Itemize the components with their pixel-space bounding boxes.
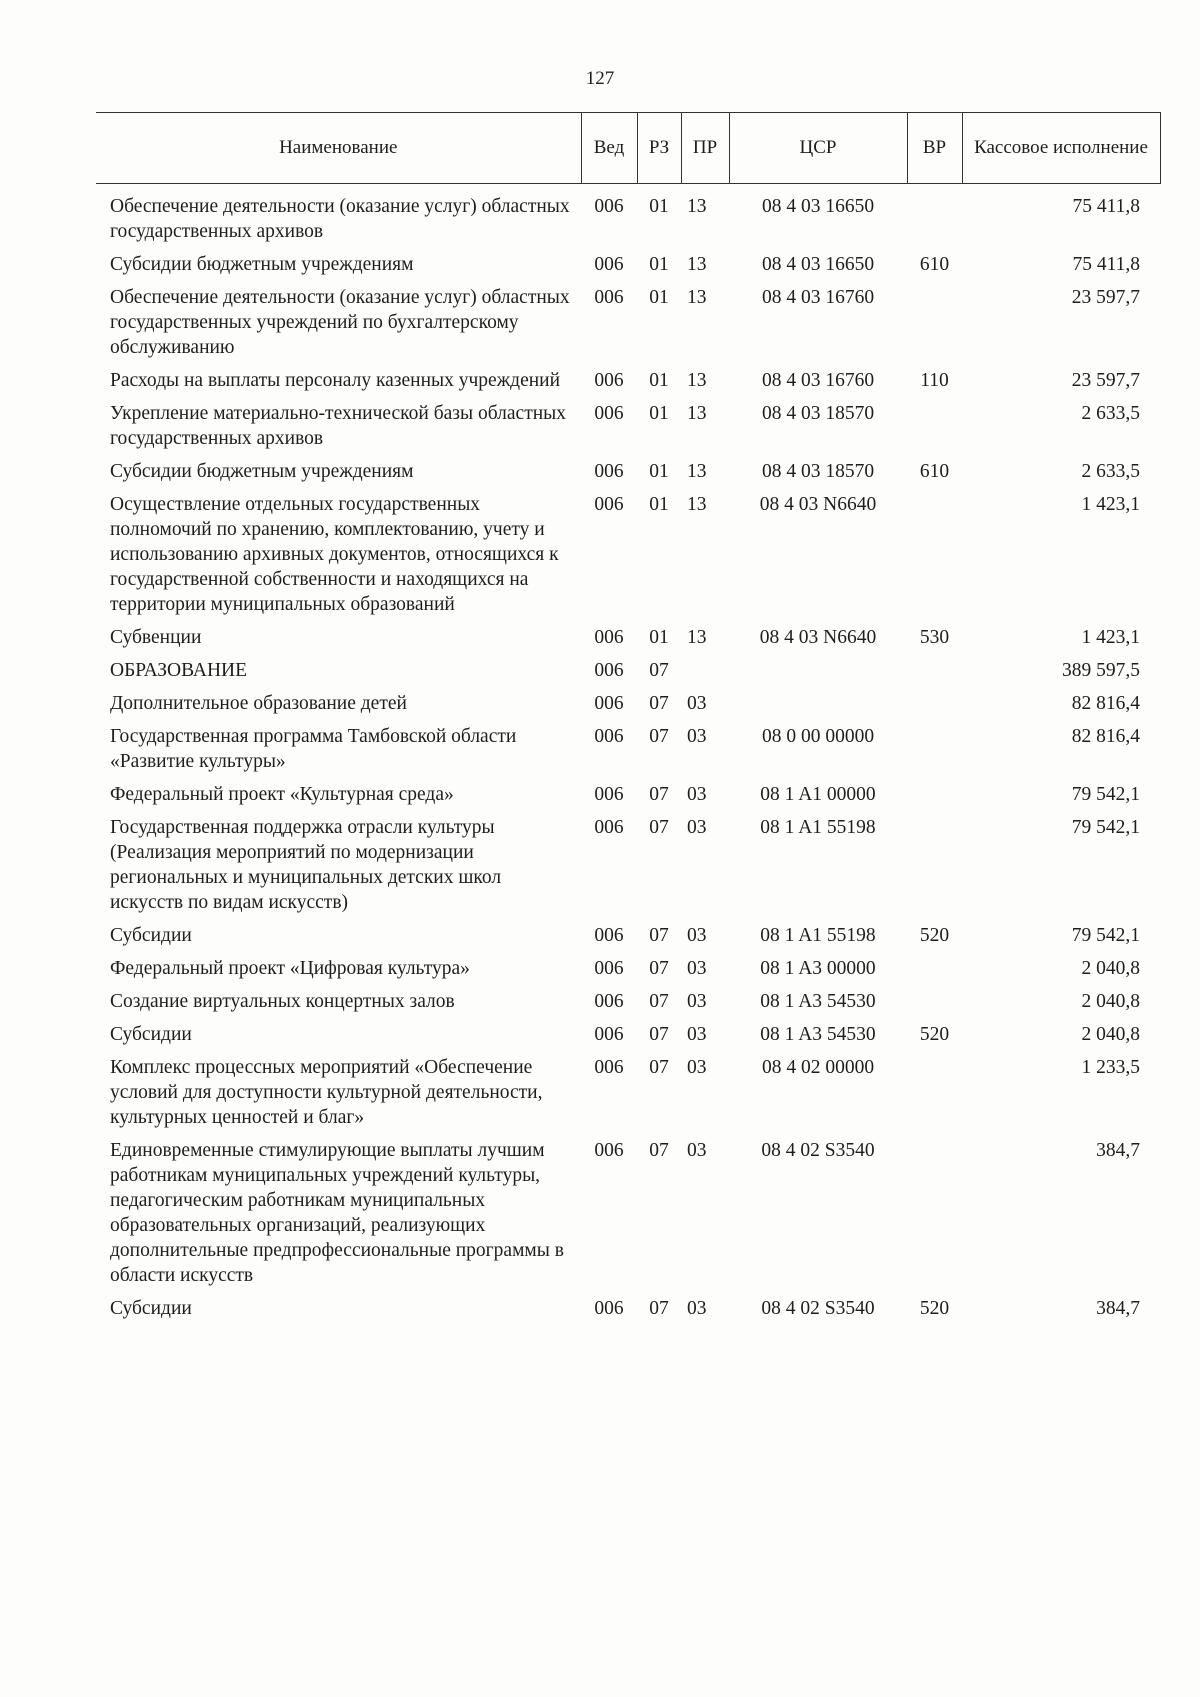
row-csr: 08 4 03 16650 [761,254,875,275]
row-ved: 006 [594,627,624,648]
row-pr [681,658,729,691]
table-row [96,923,1160,956]
row-amount: 384,7 [1096,1140,1140,1161]
table-row [96,492,1160,625]
row-amount: 79 542,1 [1071,784,1140,805]
row-name: Федеральный проект «Цифровая культура» [110,958,470,979]
row-vr [907,194,962,252]
row-amount: 82 816,4 [1071,693,1140,714]
table-row [96,1296,1160,1329]
header-vr: ВР [907,113,962,184]
row-vr [907,989,962,1022]
table-row [96,989,1160,1022]
row-csr: 08 4 03 16760 [761,370,875,391]
row-pr: 03 [687,991,707,1012]
row-rz: 07 [649,991,669,1012]
row-ved: 006 [594,196,624,217]
row-pr: 03 [687,1140,707,1161]
header-ved: Вед [581,113,637,184]
row-ved: 006 [594,494,624,515]
row-rz: 07 [649,784,669,805]
row-vr [907,658,962,691]
row-vr: 520 [919,1298,950,1319]
row-ved: 006 [594,1140,624,1161]
row-amount: 389 597,5 [1062,660,1140,681]
row-amount: 82 816,4 [1071,726,1140,747]
row-rz: 01 [649,254,669,275]
row-name: Комплекс процессных мероприятий «Обеспечение условий для доступности культурной деятельности, культурных ценностей и благ» [110,1057,543,1128]
table-row [96,658,1160,691]
row-vr: 610 [919,461,950,482]
row-ved: 006 [594,660,624,681]
row-name: Государственная поддержка отрасли культуры (Реализация мероприятий по модернизации региональных и муниципальных детских школ искусств по видам искусств) [110,817,502,913]
row-pr: 03 [687,1024,707,1045]
header-name: Наименование [96,113,581,184]
row-vr [907,724,962,782]
row-rz: 01 [649,403,669,424]
table-row [96,691,1160,724]
row-amount: 23 597,7 [1071,370,1140,391]
table-row [96,252,1160,285]
row-rz: 01 [649,494,669,515]
table-row [96,625,1160,658]
row-amount: 2 040,8 [1081,991,1140,1012]
row-amount: 1 233,5 [1081,1057,1140,1078]
row-pr: 03 [687,693,707,714]
row-amount: 1 423,1 [1081,494,1140,515]
row-name: Осуществление отдельных государственных полномочий по хранению, комплектованию, учету и использованию архивных документов, относящихся к государственной собственности и находящихся на территории муниципальных образований [110,494,559,615]
row-amount: 2 633,5 [1081,461,1140,482]
row-pr: 13 [687,370,707,391]
row-csr: 08 1 A1 55198 [760,925,876,946]
table-row [96,1055,1160,1138]
header-pr: ПР [681,113,729,184]
row-rz: 07 [649,1140,669,1161]
row-amount: 79 542,1 [1071,925,1140,946]
row-amount: 75 411,8 [1072,196,1140,217]
row-amount: 2 040,8 [1081,958,1140,979]
row-pr: 13 [687,196,707,217]
row-name: Субсидии бюджетным учреждениям [110,461,414,482]
row-rz: 07 [649,925,669,946]
row-name: Единовременные стимулирующие выплаты лучшим работникам муниципальных учреждений культуры, педагогическим работникам муниципальных образовательных организаций, реализующих дополнительные предпрофессиональные программы в области искусств [110,1140,564,1286]
row-ved: 006 [594,1024,624,1045]
row-rz: 07 [649,1024,669,1045]
table-row [96,194,1160,252]
row-vr: 530 [919,627,950,648]
row-csr: 08 4 03 16760 [761,287,875,308]
row-rz: 07 [649,693,669,714]
row-pr: 13 [687,287,707,308]
row-pr: 03 [687,1298,707,1319]
row-csr: 08 4 03 N6640 [759,494,877,515]
row-pr: 03 [687,958,707,979]
row-vr [907,492,962,625]
row-name: Обеспечение деятельности (оказание услуг) областных государственных архивов [110,196,570,242]
row-rz: 01 [649,196,669,217]
row-name: Создание виртуальных концертных залов [110,991,455,1012]
row-pr: 03 [687,925,707,946]
header-rz: РЗ [637,113,681,184]
row-pr: 13 [687,627,707,648]
table-row [96,1022,1160,1055]
header-csr: ЦСР [729,113,907,184]
row-ved: 006 [594,1057,624,1078]
row-pr: 13 [687,494,707,515]
row-csr: 08 1 A3 54530 [760,1024,876,1045]
row-rz: 01 [649,627,669,648]
row-ved: 006 [594,817,624,838]
row-name: ОБРАЗОВАНИЕ [110,660,248,681]
row-csr: 08 4 03 18570 [761,403,875,424]
row-vr: 610 [919,254,950,275]
row-name: Федеральный проект «Культурная среда» [110,784,454,805]
table-row [96,459,1160,492]
table-row [96,1138,1160,1296]
row-name: Государственная программа Тамбовской области «Развитие культуры» [110,726,517,772]
row-name: Субвенции [110,627,202,648]
table-header [96,112,1161,184]
row-rz: 07 [649,1057,669,1078]
row-rz: 07 [649,660,669,681]
row-amount: 75 411,8 [1072,254,1140,275]
row-name: Расходы на выплаты персоналу казенных учреждений [110,370,561,391]
row-vr [907,1055,962,1138]
row-pr: 13 [687,403,707,424]
row-vr [907,956,962,989]
row-pr: 03 [687,817,707,838]
row-csr: 08 4 03 N6640 [759,627,877,648]
table-row [96,815,1160,923]
row-name: Субсидии [110,1298,192,1319]
row-ved: 006 [594,254,624,275]
row-amount: 23 597,7 [1071,287,1140,308]
row-csr: 08 1 A3 54530 [760,991,876,1012]
row-csr [729,691,907,724]
row-ved: 006 [594,287,624,308]
row-amount: 1 423,1 [1081,627,1140,648]
row-csr: 08 4 03 16650 [761,196,875,217]
row-rz: 01 [649,370,669,391]
row-vr: 520 [919,925,950,946]
row-ved: 006 [594,991,624,1012]
row-vr [907,1138,962,1296]
row-amount: 384,7 [1096,1298,1140,1319]
row-name: Субсидии [110,925,192,946]
row-vr [907,815,962,923]
row-rz: 07 [649,817,669,838]
row-ved: 006 [594,693,624,714]
row-name: Укрепление материально-технической базы областных государственных архивов [110,403,567,449]
row-csr: 08 4 02 S3540 [761,1298,875,1319]
row-csr: 08 4 03 18570 [761,461,875,482]
table-row [96,724,1160,782]
row-csr [729,658,907,691]
budget-table-body [96,194,1160,1329]
row-name: Субсидии [110,1024,192,1045]
row-vr [907,782,962,815]
row-pr: 13 [687,461,707,482]
table-row [96,285,1160,368]
row-vr [907,285,962,368]
row-rz: 07 [649,726,669,747]
row-csr: 08 1 A3 00000 [760,958,876,979]
row-ved: 006 [594,370,624,391]
row-vr: 520 [919,1024,950,1045]
row-vr [907,691,962,724]
row-ved: 006 [594,958,624,979]
row-pr: 13 [687,254,707,275]
row-csr: 08 1 A1 55198 [760,817,876,838]
row-rz: 01 [649,461,669,482]
table-row [96,401,1160,459]
table-row [96,956,1160,989]
row-ved: 006 [594,726,624,747]
row-vr: 110 [920,370,949,391]
table-row [96,368,1160,401]
row-csr: 08 4 02 S3540 [761,1140,875,1161]
header-amount: Кассовое исполнение [962,113,1160,184]
row-csr: 08 1 A1 00000 [760,784,876,805]
row-ved: 006 [594,925,624,946]
row-amount: 2 040,8 [1081,1024,1140,1045]
row-name: Субсидии бюджетным учреждениям [110,254,414,275]
row-pr: 03 [687,784,707,805]
row-name: Дополнительное образование детей [110,693,407,714]
row-csr: 08 4 02 00000 [761,1057,875,1078]
row-ved: 006 [594,1298,624,1319]
budget-table [96,194,1160,1329]
row-amount: 79 542,1 [1071,817,1140,838]
row-ved: 006 [594,784,624,805]
table-row [96,782,1160,815]
row-name: Обеспечение деятельности (оказание услуг) областных государственных учреждений по бухгалтерскому обслуживанию [110,287,570,358]
row-rz: 07 [649,958,669,979]
page-number: 127 [585,68,615,89]
row-pr: 03 [687,1057,707,1078]
row-vr [907,401,962,459]
row-amount: 2 633,5 [1081,403,1140,424]
row-pr: 03 [687,726,707,747]
row-ved: 006 [594,461,624,482]
row-rz: 07 [649,1298,669,1319]
row-rz: 01 [649,287,669,308]
row-csr: 08 0 00 00000 [761,726,875,747]
row-ved: 006 [594,403,624,424]
